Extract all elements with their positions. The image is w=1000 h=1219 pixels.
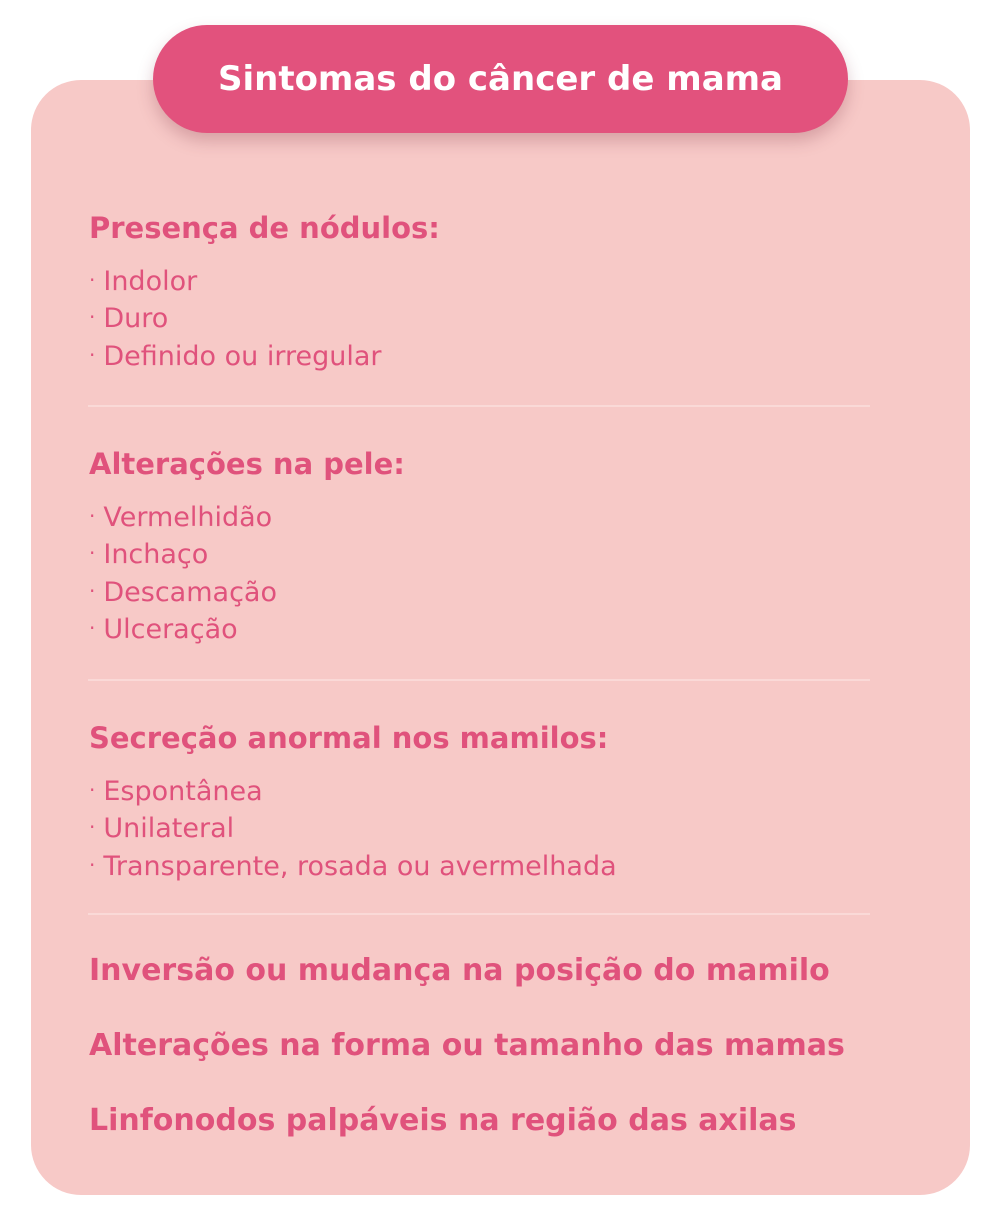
item-text: Transparente, rosada ou avermelhada — [103, 850, 617, 882]
item-text: Unilateral — [103, 813, 235, 845]
item-text: Ulceração — [103, 613, 238, 645]
section-heading: Secreção anormal nos mamilos: — [89, 721, 609, 755]
item-text: Duro — [103, 303, 169, 335]
section-heading: Alterações na pele: — [89, 447, 405, 481]
list-item — [89, 337, 440, 374]
item-text: Inchaço — [103, 539, 209, 571]
list-item — [89, 535, 405, 572]
bullet-icon: · — [89, 778, 96, 802]
page-title: Sintomas do câncer de mama — [217, 59, 784, 99]
list-item — [89, 498, 405, 535]
bullet-icon: · — [89, 815, 96, 840]
list-item — [89, 772, 617, 809]
divider — [88, 405, 870, 407]
bullet-icon: · — [89, 268, 96, 292]
symptom-breast-shape: Alterações na forma ou tamanho das mamas — [89, 1028, 845, 1063]
symptom-nipple-inversion: Inversão ou mudança na posição do mamilo — [89, 953, 830, 988]
list-item — [89, 262, 440, 299]
list-item — [89, 809, 617, 846]
bullet-icon: · — [89, 852, 96, 877]
list-item — [89, 299, 440, 336]
item-text: Indolor — [103, 266, 198, 297]
divider — [88, 679, 870, 681]
bullet-icon: · — [89, 541, 96, 566]
section-discharge — [89, 718, 617, 884]
bullet-icon: · — [89, 342, 96, 367]
section-heading: Presença de nódulos: — [89, 211, 440, 245]
item-text: Espontânea — [103, 776, 263, 807]
symptom-lymph-nodes: Linfonodos palpáveis na região das axilas — [89, 1103, 797, 1138]
list-item — [89, 847, 617, 884]
title-banner — [153, 25, 848, 133]
item-text: Definido ou irregular — [103, 340, 382, 372]
bullet-icon: · — [89, 578, 96, 603]
divider — [88, 913, 870, 915]
list-item — [89, 573, 405, 610]
bullet-icon: · — [89, 305, 96, 330]
section-nodules — [89, 208, 440, 374]
item-text: Vermelhidão — [103, 502, 273, 533]
list-item — [89, 610, 405, 647]
section-skin — [89, 444, 405, 647]
bullet-icon: · — [89, 504, 96, 528]
bullet-icon: · — [89, 615, 96, 640]
item-text: Descamação — [103, 576, 277, 608]
